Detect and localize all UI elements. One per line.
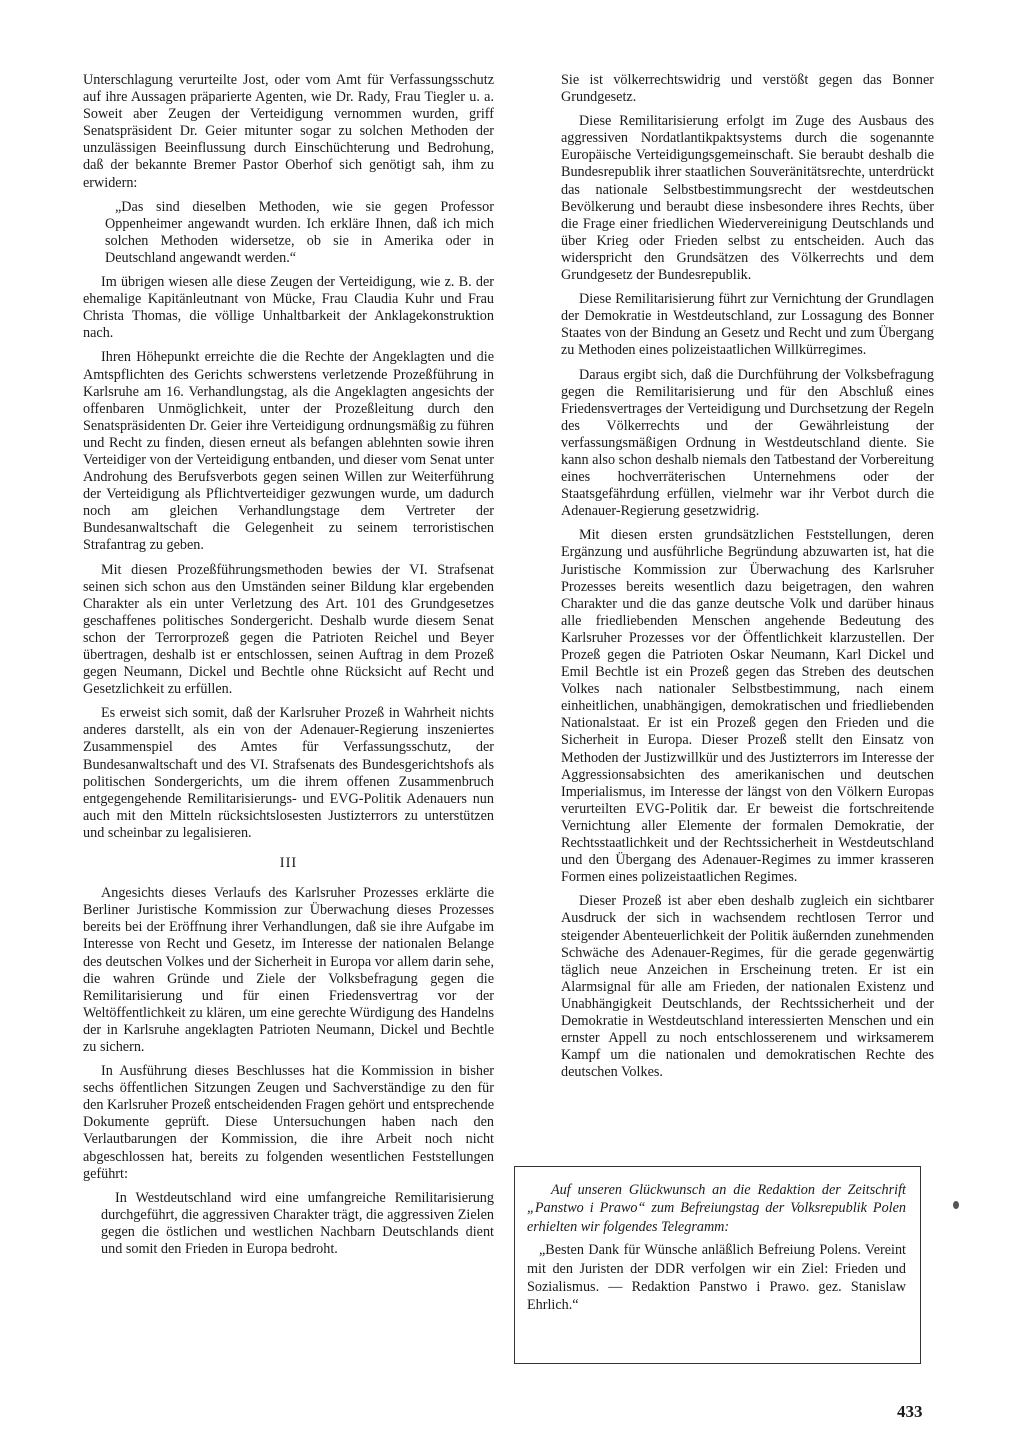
section-heading: III <box>279 855 298 872</box>
paragraph: Sie ist völkerrechtswidrig und verstößt gegen das Bonner Grundgesetz. <box>561 72 934 106</box>
telegram-box <box>514 1166 921 1364</box>
paragraph: Unterschlagung verurteilte Jost, oder vom Amt für Verfassungsschutz auf ihre Aussagen präparierte Agenten, wie Dr. Rady, Frau Tiegler u. a. Soweit aber Zeugen der Verteidigung vernommen wurden, griff Senatspräsident Dr. Geier mitunter sogar zu solchen Methoden der unzulässigen Beeinflussung durch Einschüchterung und Bedrohung, daß der bekannte Bremer Pastor Oberhof sich genötigt sah, ihm zu erwidern: <box>83 72 494 191</box>
paragraph: Dieser Prozeß ist aber eben deshalb zugleich ein sichtbarer Ausdruck der sich in wachsendem rechtlosen Terror und steigender Abenteuerlichkeit der Politik äußernden zunehmenden Schwäche des Adenauer-Regimes, für die gerade gegenwärtig täglich neue Anzeichen in Erscheinung treten. Er ist ein Alarmsignal für alle am Frieden, der nationalen Existenz und Unabhängigkeit Deutschlands, der Rechtssicherheit und der Demokratie in Westdeutschland interessierten Menschen und ein ernster Appell zu noch entschlosserenem und wirksamerem Kampf um die nationalen und demokratischen Rechte des deutschen Volkes. <box>561 893 934 1081</box>
paragraph: Angesichts dieses Verlaufs des Karlsruher Prozesses erklärte die Berliner Juristische Kommission zur Überwachung dieses Prozesses bereits bei der Eröffnung ihrer Verhandlungen, daß sie ihre Aufgabe im Interesse von Recht und Gesetz, im Interesse der nationalen Belange des deutschen Volkes und der Sicherheit in Europa vor allem darin sehe, die wahren Gründe und Ziele der Volksbefragung gegen die Remilitarisierung und für einen Friedensvertrag vor der Weltöffentlichkeit zu klären, um eine gerechte Würdigung des Handelns der in Karlsruhe angeklagten Patrioten Neumann, Dickel und Bechtle zu sichern. <box>83 885 494 1055</box>
paragraph: In Ausführung dieses Beschlusses hat die Kommission in bisher sechs öffentlichen Sitzungen Zeugen und Sachverständige zu den für den Karlsruher Prozeß entscheidenden Fragen gehört und entsprechende Dokumente geprüft. Diese Untersuchungen haben nach den Verlautbarungen der Kommission, die ihre Arbeit noch nicht abgeschlossen hat, bereits zu folgenden wesentlichen Feststellungen geführt: <box>83 1063 494 1182</box>
paragraph: Diese Remilitarisierung führt zur Vernichtung der Grundlagen der Demokratie in Westdeutschland, zur Lossagung des Bonner Staates von der Bindung an Gesetz und Recht und zum Übergang zu Methoden eines polizeistaatlichen Willkürregimes. <box>561 291 934 359</box>
ink-dot-mark <box>953 1201 959 1209</box>
paragraph: Ihren Höhepunkt erreichte die die Rechte der Angeklagten und die Amtspflichten des Gerichts schwerstens verletzende Prozeßführung in Karlsruhe am 16. Verhandlungstag, als die Angeklagten angesichts der offenbaren Unmöglichkeit, unter der Prozeßleitung durch den Senatspräsidenten Dr. Geier ihre Verteidigung ordnungsmäßig zu führen und Recht zu finden, diesen erneut als befangen ablehnten sowie ihren Verteidiger von der Verteidigung entbanden, und dieser vom Senat unter Androhung des Berufsverbots gegen seinen Willen zur Weiterführung der Verteidigung als Pflichtverteidiger gezwungen wurde, um dadurch noch am gleichen Verhandlungstage dem Vertreter der Bundesanwaltschaft die Gelegenheit zu seinem terroristischen Strafantrag zu geben. <box>83 349 494 554</box>
telegram-intro: Auf unseren Glückwunsch an die Redaktion der Zeitschrift „Panstwo i Prawo“ zum Befreiungstag der Volksrepublik Polen erhielten wir folgendes Telegramm: <box>527 1182 906 1235</box>
page-number: 433 <box>897 1402 923 1421</box>
paragraph: Im übrigen wiesen alle diese Zeugen der Verteidigung, wie z. B. der ehemalige Kapitänleutnant von Mücke, Frau Claudia Kuhr und Frau Christa Thomas, die völlige Unhaltbarkeit der Anklagekonstruktion nach. <box>83 274 494 342</box>
paragraph: Mit diesen ersten grundsätzlichen Feststellungen, deren Ergänzung und ausführliche Begründung abzuwarten ist, hat die Juristische Kommission zur Überwachung des Karlsruher Prozesses bereits wesentlich dazu beigetragen, den wahren Charakter und die das ganze deutsche Volk und darüber hinaus alle friedliebenden Menschen angehende Bedeutung des Karlsruher Prozesses vor der Öffentlichkeit klarzustellen. Der Prozeß gegen die Patrioten Oskar Neumann, Karl Dickel und Emil Bechtle ist ein Prozeß gegen das Streben des deutschen Volkes nach nationaler Selbstbestimmung, nach einem einheitlichen, unabhängigen, demokratischen und friedliebenden Nationalstaat. Er ist ein Prozeß gegen den Frieden und die Sicherheit in Europa. Dieser Prozeß stellt den Einsatz von Methoden der Justizwillkür und des Justizterrors im Interesse der Aggressionsabsichten des amerikanischen und deutschen Imperialismus, im Interesse der längst von den Völkern Europas verurteilten EVG-Politik dar. Er beweist die fortschreitende Vernichtung aller Elemente der formalen Demokratie, der Rechtsstaatlichkeit und der Rechtssicherheit in Westdeutschland und den Übergang des Adenauer-Regimes zu immer krasseren Formen eines polizeistaatlichen Regimes. <box>561 527 934 886</box>
paragraph: Mit diesen Prozeßführungsmethoden bewies der VI. Strafsenat seinen sich schon aus den Umständen seiner Bildung klar ergebenden Charakter als ein unter Verletzung des Art. 101 des Grundgesetzes geschaffenes politisches Sondergericht. Deshalb wurde diesem Senat schon der Terrorprozeß gegen die Patrioten Reichel und Beyer übertragen, deshalb ist er entschlossen, seinen Auftrag in dem Prozeß gegen Neumann, Dickel und Bechtle ohne Rücksicht auf Recht und Gesetzlichkeit zu erfüllen. <box>83 561 494 698</box>
left-column <box>83 72 494 1265</box>
right-column <box>561 72 934 1088</box>
findings-quote: In Westdeutschland wird eine umfangreiche Remilitarisierung durchgeführt, die aggressiven Charakter trägt, die aggressiven Zielen gegen die östlichen und westlichen Nachbarn Deutschlands dient und somit den Frieden in Europa bedroht. <box>101 1189 494 1257</box>
block-quote: „Das sind dieselben Methoden, wie sie gegen Professor Oppenheimer angewandt wurden. Ich erkläre Ihnen, daß ich mich solchen Methoden widersetze, ob sie in Amerika oder in Deutschland angewandt werden.“ <box>105 198 494 266</box>
telegram-text: „Besten Dank für Wünsche anläßlich Befreiung Polens. Vereint mit den Juristen der DDR verfolgen wir ein Ziel: Frieden und Sozialismus. — Redaktion Panstwo i Prawo. gez. Stanislaw Ehrlich.“ <box>527 1242 906 1314</box>
paragraph: Es erweist sich somit, daß der Karlsruher Prozeß in Wahrheit nichts anderes darstellt, als ein von der Adenauer-Regierung inszeniertes Zusammenspiel des Amtes für Verfassungsschutz, der Bundesanwaltschaft und des VI. Strafsenats des Bundesgerichtshofs als politischen Sondergerichts, um die ihrem offenen Zusammenbruch entgegengehende Remilitarisierungs- und EVG-Politik Adenauers nun auch mit den Mitteln rücksichtslosesten Justizterrors zu unterstützen und scheinbar zu legalisieren. <box>83 705 494 841</box>
paragraph: Daraus ergibt sich, daß die Durchführung der Volksbefragung gegen die Remilitarisierung und für den Abschluß eines Friedensvertrages der Verteidigung und Durchsetzung der Regeln des Völkerrechts und der Gewährleistung der verfassungsmäßigen Ordnung in Westdeutschland diente. Sie kann also schon deshalb niemals den Tatbestand der Vorbereitung eines hochverräterischen Unternehmens oder der Staatsgefährdung erfüllen, vielmehr war ihr Verbot durch die Adenauer-Regierung gesetzwidrig. <box>561 366 934 520</box>
paragraph: Diese Remilitarisierung erfolgt im Zuge des Ausbaus des aggressiven Nordatlantikpaktsystems durch die sogenannte Europäische Verteidigungsgemeinschaft. Sie beraubt deshalb die Bundesrepublik ihrer staatlichen Souveränitätsrechte, unterdrückt das nationale Selbstbestimmungsrecht der westdeutschen Bevölkerung und beraubt diese insbesondere ihres Rechts, über die Frage einer friedlichen Wiedervereinigung Deutschlands und über Krieg oder Frieden selbst zu entscheiden. Auch das widerspricht den Grundsätzen des Völkerrechts und dem Grundgesetz der Bundesrepublik. <box>561 113 934 284</box>
